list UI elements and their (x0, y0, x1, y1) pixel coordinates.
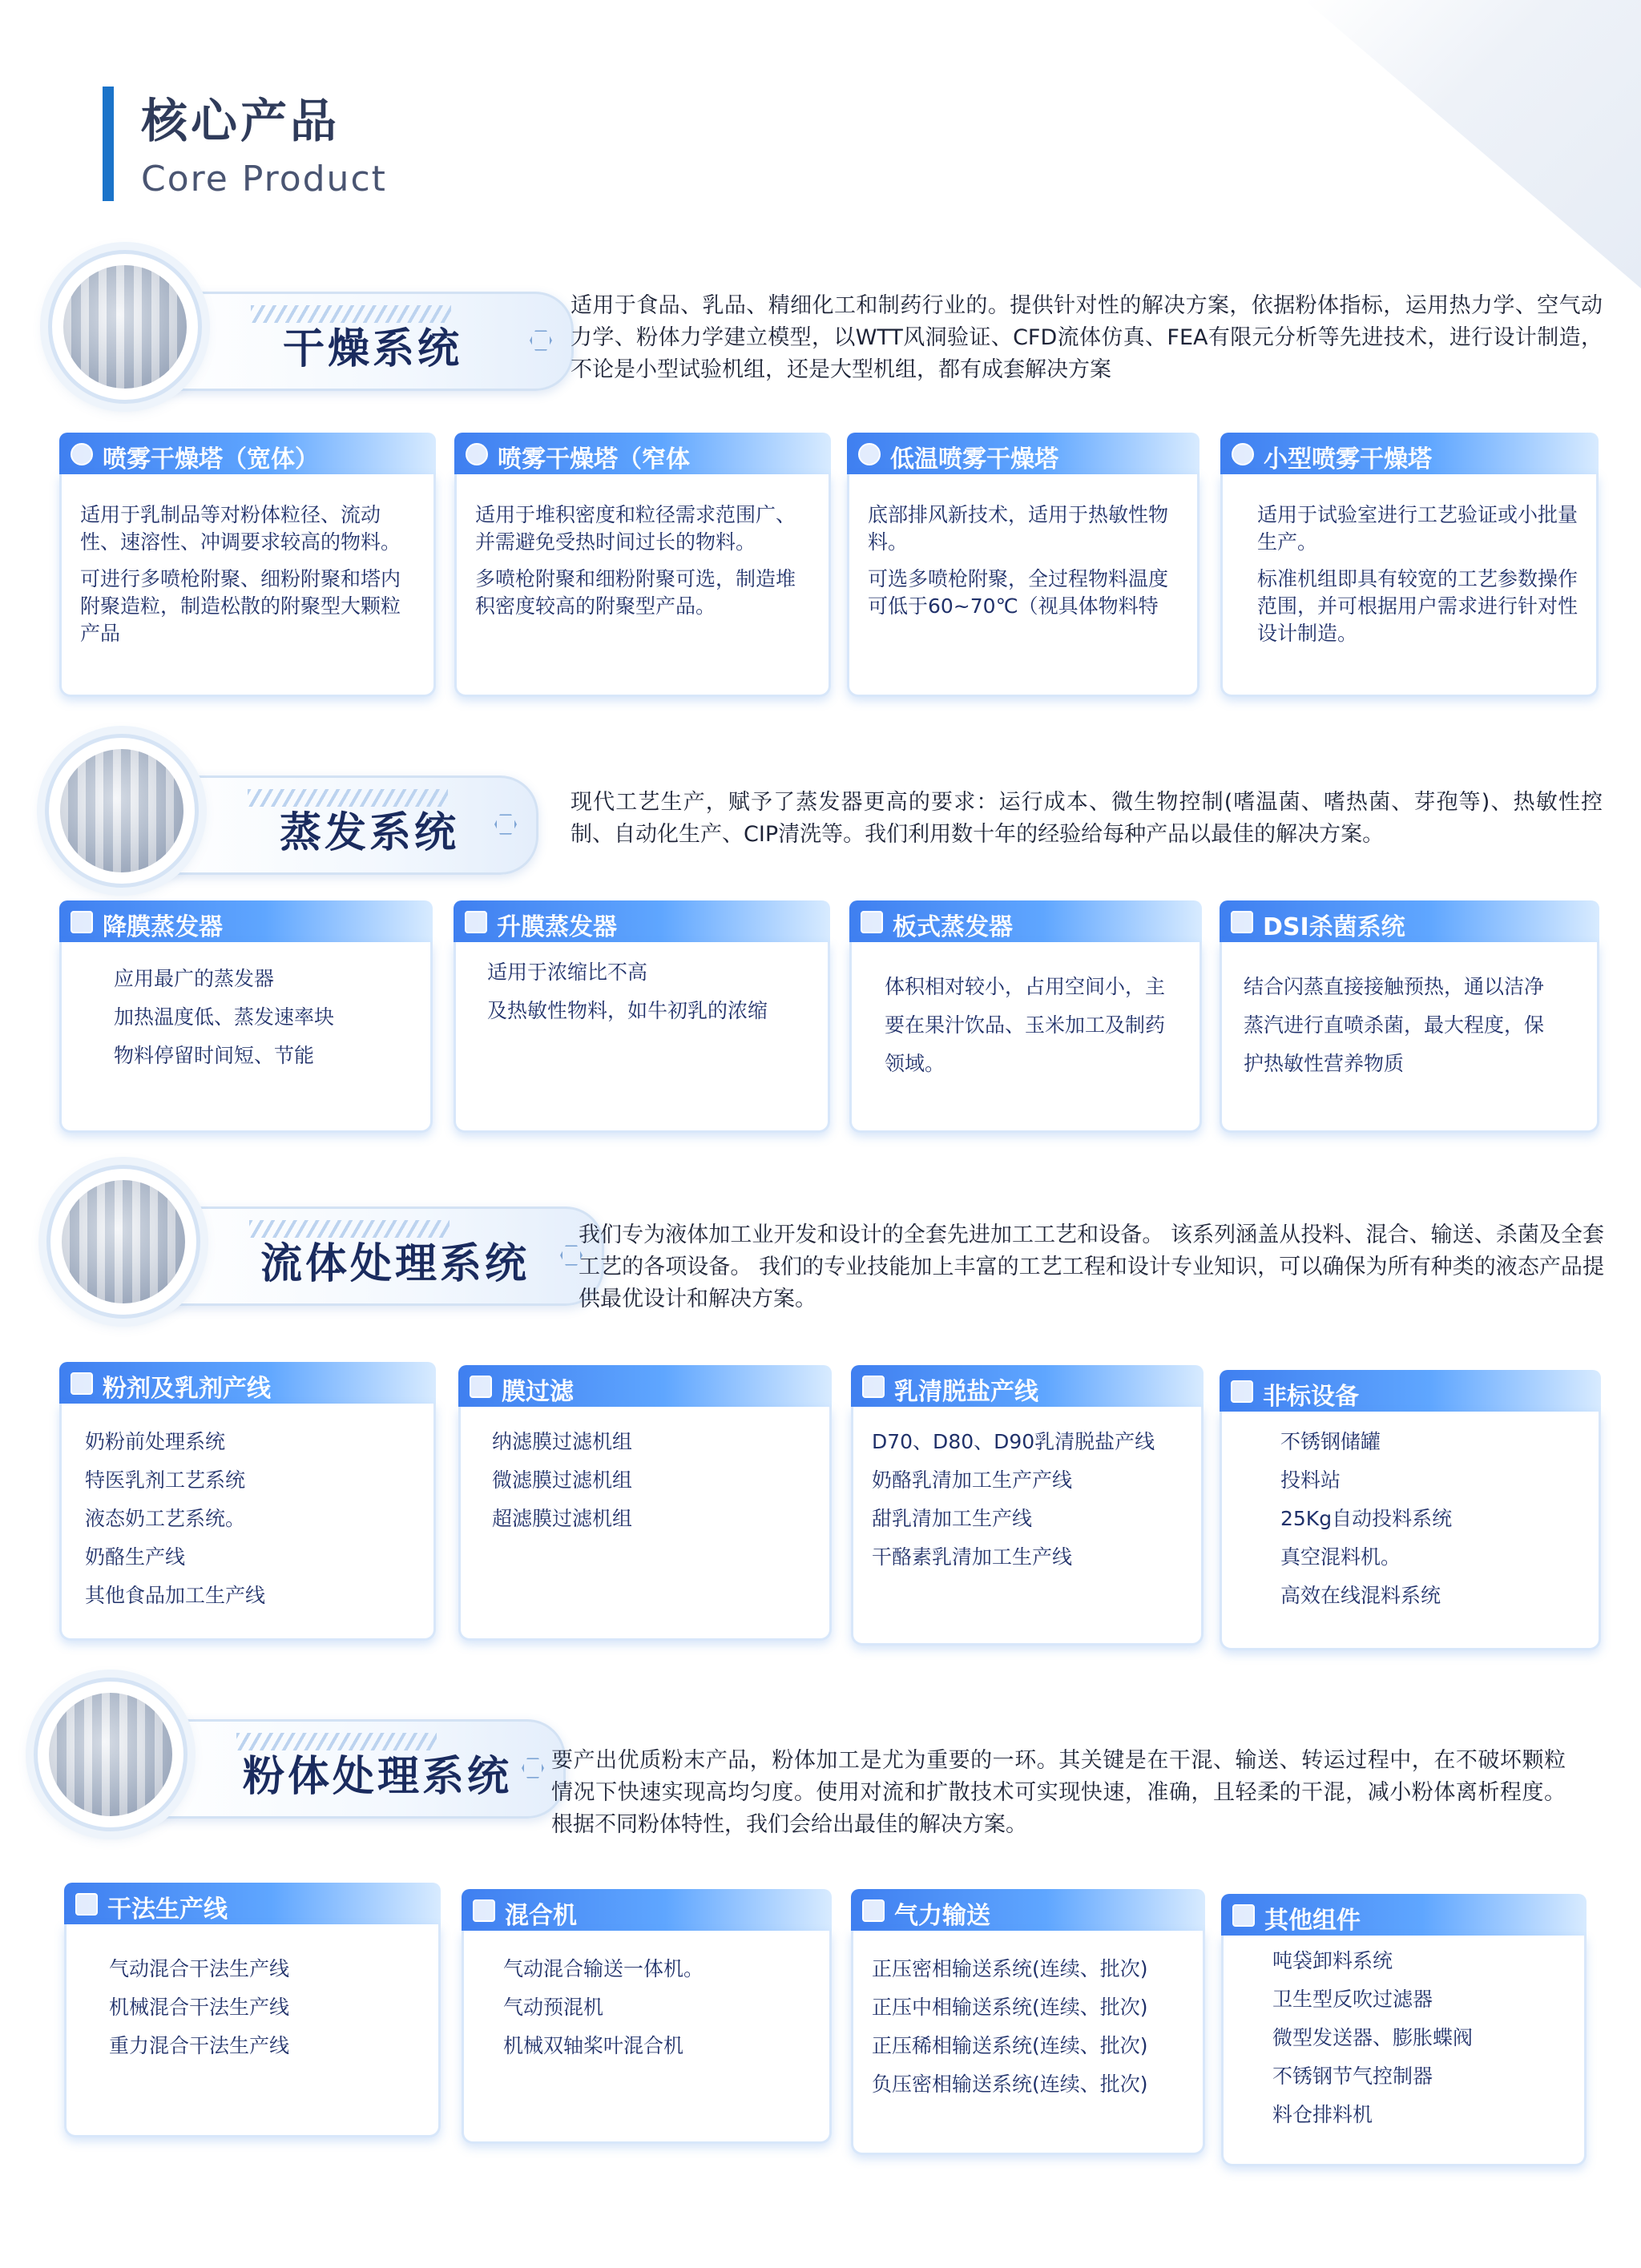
card-list (492, 1423, 816, 1538)
card-list (503, 1950, 816, 2065)
list-item: 加热温度低、蒸发速率块 (114, 1005, 335, 1029)
card-header (454, 433, 831, 474)
list-item: D70、D80、D90乳清脱盐产线 (872, 1430, 1155, 1453)
card-header (64, 1883, 441, 1924)
list-item: 正压稀相输送系统(连续、批次) (872, 2034, 1148, 2057)
section-banner (48, 250, 569, 402)
product-card (1220, 1370, 1601, 1650)
card-title: 乳清脱盐产线 (894, 1378, 1038, 1406)
card-list (1244, 968, 1583, 1083)
product-photo (62, 1180, 185, 1303)
product-photo (49, 1693, 172, 1816)
card-title: 气力输送 (894, 1902, 990, 1930)
card-title: 膜过滤 (502, 1378, 574, 1406)
section-drying (0, 250, 1641, 715)
card-title: 其他组件 (1264, 1907, 1361, 1935)
sliders-icon (861, 911, 883, 933)
card-header (851, 1889, 1205, 1931)
card-header (458, 1365, 832, 1407)
section-evaporation (0, 734, 1641, 1142)
list-item: 25Kg自动投料系统 (1280, 1507, 1453, 1530)
list-item: 正压密相输送系统(连续、批次) (872, 1957, 1148, 1980)
bulb-icon (858, 443, 881, 465)
card-text (868, 502, 1183, 630)
page-subtitle: Core Product (141, 159, 387, 199)
card-title: 升膜蒸发器 (497, 913, 617, 941)
list-item: 特医乳剂工艺系统 (85, 1468, 246, 1492)
list-item: 吨袋卸料系统 (1272, 1949, 1393, 1972)
card-list (85, 1423, 420, 1615)
list-item: 应用最广的蒸发器 (114, 967, 275, 990)
bulb-icon (71, 443, 93, 465)
product-card (462, 1889, 832, 2144)
card-list (872, 1950, 1189, 2104)
list-item: 气动预混机 (503, 1996, 604, 2019)
list-item: 超滤膜过滤机组 (492, 1507, 633, 1530)
card-header (59, 433, 436, 474)
list-item: 要在果汁饮品、玉米加工及制药 (885, 1013, 1166, 1037)
list-item: 微滤膜过滤机组 (492, 1468, 633, 1492)
card-title: 板式蒸发器 (893, 913, 1013, 941)
card-header (1220, 433, 1599, 474)
card-paragraph: 底部排风新技术，适用于热敏性物料。 (868, 503, 1169, 554)
card-title: 低温喷雾干燥塔 (890, 445, 1058, 473)
list-item: 奶粉前处理系统 (85, 1430, 226, 1453)
list-item: 护热敏性营养物质 (1244, 1052, 1405, 1075)
list-item: 负压密相输送系统(连续、批次) (872, 2073, 1148, 2096)
card-title: 喷雾干燥塔（宽体） (103, 445, 319, 473)
bottle-icon (473, 1899, 495, 1922)
list-item: 机械双轴桨叶混合机 (503, 2034, 684, 2057)
list-item: 物料停留时间短、节能 (114, 1044, 315, 1067)
section-banner (46, 1165, 559, 1317)
list-item: 奶酪乳清加工生产产线 (872, 1468, 1073, 1492)
card-header (851, 1365, 1204, 1407)
corner-decoration (1304, 0, 1641, 288)
product-card (847, 433, 1200, 697)
section-title: 蒸发系统 (280, 809, 460, 857)
list-item: 领域。 (885, 1052, 945, 1075)
hexagon-icon (522, 1757, 544, 1779)
section-title: 干燥系统 (283, 325, 463, 373)
product-photo (60, 749, 183, 872)
product-card (59, 900, 433, 1133)
list-item: 及热敏性物料，如牛初乳的浓缩 (487, 999, 768, 1022)
card-list (872, 1423, 1187, 1577)
list-item: 高效在线混料系统 (1280, 1584, 1441, 1607)
list-item: 蒸汽进行直喷杀菌，最大程度，保 (1244, 1013, 1545, 1037)
bottle-icon (470, 1376, 492, 1398)
list-item: 投料站 (1280, 1468, 1341, 1492)
banner-tag (138, 1719, 566, 1819)
sliders-icon (71, 911, 93, 933)
card-list (885, 968, 1186, 1083)
heading-accent-bar (103, 87, 114, 201)
bottle-icon (75, 1893, 98, 1916)
card-title: 小型喷雾干燥塔 (1264, 445, 1432, 473)
list-item: 正压中相输送系统(连续、批次) (872, 1996, 1148, 2019)
list-item: 甜乳清加工生产线 (872, 1507, 1033, 1530)
bulb-icon (1232, 443, 1254, 465)
card-header (59, 1362, 436, 1404)
list-item: 其他食品加工生产线 (85, 1584, 266, 1607)
list-item: 气动混合干法生产线 (109, 1957, 290, 1980)
product-card (454, 433, 831, 697)
card-list (487, 953, 814, 1030)
section-fluid-processing (0, 1165, 1641, 1654)
list-item: 重力混合干法生产线 (109, 2034, 290, 2057)
section-intro: 我们专为液体加工业开发和设计的全套先进加工工艺和设备。 该系列涵盖从投料、混合、输送、杀菌及全套工艺的各项设备。 我们的专业技能加上丰富的工艺工程和设计专业知识，可以确保为所有种类的液态产品提供最优设计和解决方案。 (579, 1223, 1604, 1311)
card-list (114, 960, 417, 1075)
list-item: 卫生型反吹过滤器 (1272, 1988, 1433, 2011)
product-card (1220, 433, 1599, 697)
product-photo-circle (45, 734, 199, 888)
product-card (851, 1889, 1205, 2155)
card-paragraph: 适用于堆积密度和粒径需求范围广、并需避免受热时间过长的物料。 (475, 503, 796, 554)
card-header (1220, 1370, 1601, 1412)
list-item: 液态奶工艺系统。 (85, 1507, 246, 1530)
banner-tag (152, 292, 574, 391)
section-intro: 要产出优质粉末产品，粉体加工是尤为重要的一环。其关键是在干混、输送、转运过程中，在不破坏颗粒情况下快速实现高均匀度。使用对流和扩散技术可实现快速，准确，且轻柔的干混，减小粉体离析程度。根据不同粉体特性，我们会给出最佳的解决方案。 (551, 1748, 1566, 1837)
product-photo-circle (34, 1678, 187, 1831)
product-photo (63, 265, 187, 389)
product-photo-circle (48, 250, 202, 404)
card-header (849, 900, 1202, 942)
card-paragraph: 可进行多喷枪附聚、细粉附聚和塔内附聚造粒，制造松散的附聚型大颗粒产品 (80, 567, 401, 645)
bottle-icon (1232, 1904, 1255, 1927)
bulb-icon (466, 443, 488, 465)
bottle-icon (862, 1899, 885, 1922)
list-item: 气动混合输送一体机。 (503, 1957, 704, 1980)
hexagon-icon (530, 329, 552, 352)
list-item: 纳滤膜过滤机组 (492, 1430, 633, 1453)
card-paragraph: 适用于乳制品等对粉体粒径、流动性、速溶性、冲调要求较高的物料。 (80, 503, 401, 554)
card-title: 干法生产线 (107, 1895, 228, 1924)
card-header (847, 433, 1200, 474)
list-item: 微型发送器、膨胀蝶阀 (1272, 2026, 1474, 2049)
list-item: 不锈钢储罐 (1280, 1430, 1381, 1453)
card-paragraph: 标准机组即具有较宽的工艺参数操作范围，并可根据用户需求进行针对性设计制造。 (1257, 567, 1579, 645)
product-photo-circle (46, 1165, 200, 1319)
card-header (59, 900, 433, 942)
section-banner (34, 1678, 546, 1830)
sliders-icon (1231, 911, 1253, 933)
list-item: 体积相对较小，占用空间小，主 (885, 975, 1166, 998)
page-title: 核心产品 (141, 94, 341, 148)
list-item: 结合闪蒸直接接触预热，通以洁净 (1244, 975, 1545, 998)
section-powder-processing (0, 1678, 1641, 2174)
product-card (458, 1365, 832, 1641)
card-text (1257, 502, 1583, 657)
list-item: 真空混料机。 (1280, 1545, 1401, 1569)
product-card (1220, 900, 1599, 1133)
card-header (454, 900, 830, 942)
product-card (849, 900, 1202, 1133)
card-header (1221, 1894, 1587, 1936)
card-header (462, 1889, 832, 1931)
card-text (475, 502, 815, 630)
card-paragraph: 适用于试验室进行工艺验证或小批量生产。 (1257, 503, 1579, 554)
bottle-icon (862, 1376, 885, 1398)
product-card (64, 1883, 441, 2137)
sliders-icon (465, 911, 487, 933)
product-card (59, 1362, 436, 1641)
section-intro: 现代工艺生产，赋予了蒸发器更高的要求：运行成本、微生物控制(嗜温菌、嗜热菌、芽孢等)、热敏性控制、自动化生产、CIP清洗等。我们利用数十年的经验给每种产品以最佳的解决方案。 (571, 790, 1603, 847)
section-intro: 适用于食品、乳品、精细化工和制药行业的。提供针对性的解决方案，依据粉体指标，运用热力学、空气动力学、粉体力学建立模型，以WTT风洞验证、CFD流体仿真、FEA有限元分析等先进技术，进行设计制造，不论是小型试验机组，还是大型机组，都有成套解决方案 (571, 293, 1603, 382)
bottle-icon (71, 1372, 93, 1395)
list-item: 干酪素乳清加工生产线 (872, 1545, 1073, 1569)
card-title: 粉剂及乳剂产线 (103, 1375, 271, 1403)
card-paragraph: 多喷枪附聚和细粉附聚可选，制造堆积密度较高的附聚型产品。 (475, 567, 796, 618)
section-banner (45, 734, 534, 886)
product-card (851, 1365, 1204, 1646)
card-title: 非标设备 (1263, 1383, 1359, 1411)
card-list (1272, 1942, 1570, 2134)
card-list (109, 1950, 425, 2065)
list-item: 不锈钢节气控制器 (1272, 2065, 1433, 2088)
card-title: 降膜蒸发器 (103, 913, 223, 941)
card-header (1220, 900, 1599, 942)
banner-tag (149, 775, 538, 875)
bottle-icon (1231, 1380, 1253, 1403)
product-card (1221, 1894, 1587, 2166)
section-title: 流体处理系统 (260, 1240, 530, 1288)
list-item: 适用于浓缩比不高 (487, 961, 648, 984)
section-title: 粉体处理系统 (243, 1753, 513, 1801)
card-title: DSI杀菌系统 (1263, 913, 1405, 941)
hexagon-icon (494, 813, 517, 836)
list-item: 料仓排料机 (1272, 2103, 1373, 2126)
banner-tag (151, 1207, 604, 1306)
list-item: 奶酪生产线 (85, 1545, 186, 1569)
card-text (80, 502, 420, 657)
list-item: 机械混合干法生产线 (109, 1996, 290, 2019)
card-list (1280, 1423, 1585, 1615)
card-title: 混合机 (505, 1902, 577, 1930)
card-paragraph: 可选多喷枪附聚，全过程物料温度可低于60~70℃（视具体物料特 (868, 567, 1169, 618)
product-card (59, 433, 436, 697)
card-title: 喷雾干燥塔（窄体 (498, 445, 690, 473)
product-card (454, 900, 830, 1133)
